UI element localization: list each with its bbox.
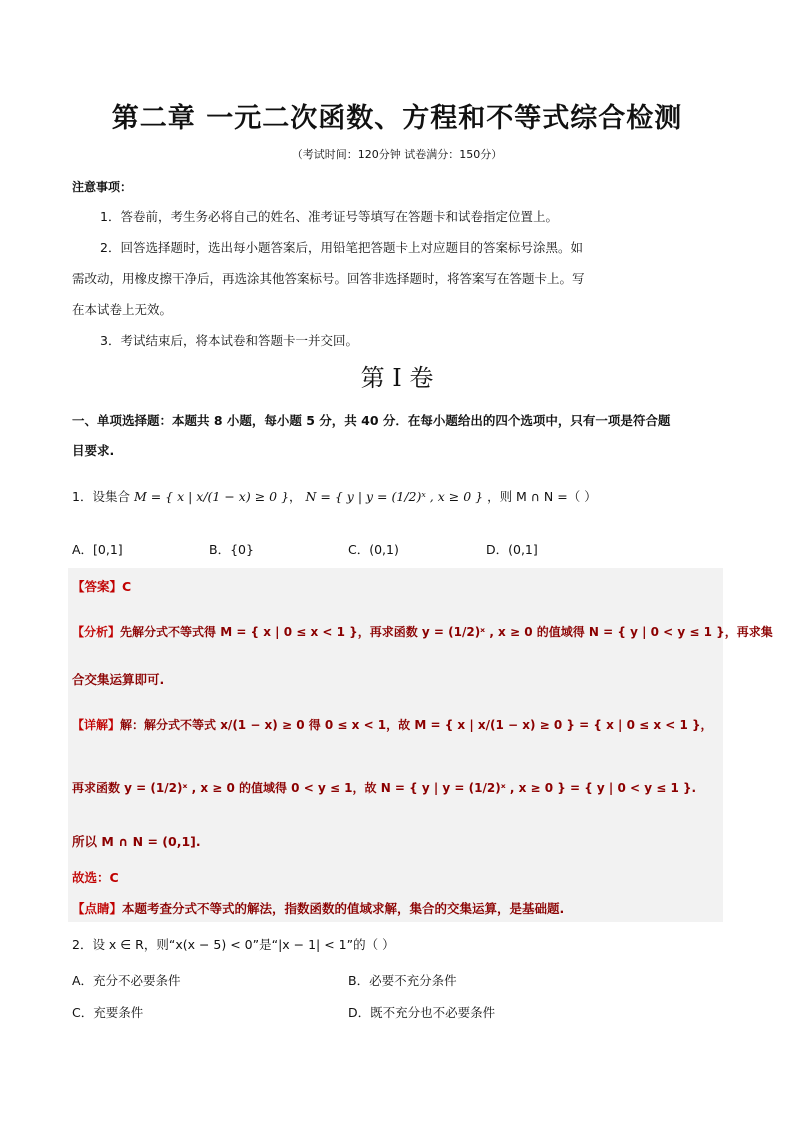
- set-n: N = { y | y = (1/2)ˣ , x ≥ 0 }: [305, 489, 484, 504]
- question-prefix: 1．设集合: [72, 489, 130, 504]
- volume-title: 第 I 卷: [360, 364, 434, 392]
- detail-line: [72, 716, 713, 733]
- analysis-line: [72, 623, 773, 640]
- answer-panel: [68, 568, 723, 922]
- notice-item: 1．答卷前，考生务必将自己的姓名、准考证号等填写在答题卡和试卷指定位置上。: [100, 209, 558, 224]
- comment-line: [72, 899, 564, 917]
- notice-heading: 注意事项：: [72, 180, 133, 194]
- analysis-tag: 【分析】: [72, 625, 121, 639]
- notice-item: 2．回答选择题时，选出每小题答案后，用铅笔把答题卡上对应题目的答案标号涂黑。如: [100, 240, 583, 255]
- question-2-stem: 2．设 x ∈ R，则“x(x − 5) < 0”是“|x − 1| < 1”的（ ）: [72, 937, 395, 952]
- notice-item: 需改动，用橡皮擦干净后，再选涂其他答案标号。回答非选择题时，将答案写在答题卡上。写: [72, 271, 585, 286]
- option-c[interactable]: C．(0,1): [348, 542, 399, 557]
- page-title: 第二章 一元二次函数、方程和不等式综合检测: [111, 103, 683, 134]
- question-1-stem: 1．设集合 M = { x | x/(1 − x) ≥ 0 }， N = { y | y = (1/2)ˣ , x ≥ 0 } ，则 M ∩ N =（ ）: [72, 489, 597, 504]
- detail-line-3: 所以 M ∩ N = (0,1].: [72, 834, 201, 849]
- option-d[interactable]: D．既不充分也不必要条件: [348, 1005, 496, 1020]
- detail-text: 解：解分式不等式 x/(1 − x) ≥ 0 得 0 ≤ x < 1，故 M = { x | x/(1 − x) ≥ 0 } = { x | 0 ≤ x < 1 }，: [120, 718, 713, 732]
- choose-line: 故选：C: [72, 870, 119, 885]
- detail-line-2: 再求函数 y = (1/2)ˣ , x ≥ 0 的值域得 0 < y ≤ 1，故 N = { y | y = (1/2)ˣ , x ≥ 0 } = { y | 0 < y ≤ 1 }.: [72, 781, 697, 795]
- notice-item: 在本试卷上无效。: [72, 302, 173, 317]
- option-a[interactable]: A．充分不必要条件: [72, 973, 181, 988]
- exam-info: （考试时间：120分钟 试卷满分：150分）: [291, 148, 503, 161]
- notice-item: 3．考试结束后，将本试卷和答题卡一并交回。: [100, 333, 358, 348]
- section-heading-cont: 目要求.: [72, 443, 115, 458]
- set-m: M = { x | x/(1 − x) ≥ 0 }: [133, 489, 290, 504]
- analysis-text: 先解分式不等式得 M = { x | 0 ≤ x < 1 }，再求函数 y = (1/2)ˣ , x ≥ 0 的值域得 N = { y | 0 < y ≤ 1 }，再求集: [120, 625, 773, 639]
- question-suffix: ，则 M ∩ N =（ ）: [487, 489, 597, 504]
- option-a[interactable]: A．[0,1]: [72, 542, 123, 557]
- answer-tag: 【答案】C: [72, 579, 132, 594]
- option-b[interactable]: B．{0}: [209, 542, 254, 557]
- comment-text: 本题考查分式不等式的解法，指数函数的值域求解，集合的交集运算，是基础题.: [122, 901, 565, 916]
- detail-tag: 【详解】: [72, 718, 121, 732]
- option-d[interactable]: D．(0,1]: [486, 542, 538, 557]
- option-b[interactable]: B．必要不充分条件: [348, 973, 457, 988]
- comment-tag: 【点睛】: [72, 901, 123, 916]
- option-c[interactable]: C．充要条件: [72, 1005, 144, 1020]
- analysis-line-cont: 合交集运算即可.: [72, 672, 165, 687]
- section-heading: 一、单项选择题：本题共 8 小题，每小题 5 分，共 40 分．在每小题给出的四个选项中，只有一项是符合题: [72, 413, 671, 428]
